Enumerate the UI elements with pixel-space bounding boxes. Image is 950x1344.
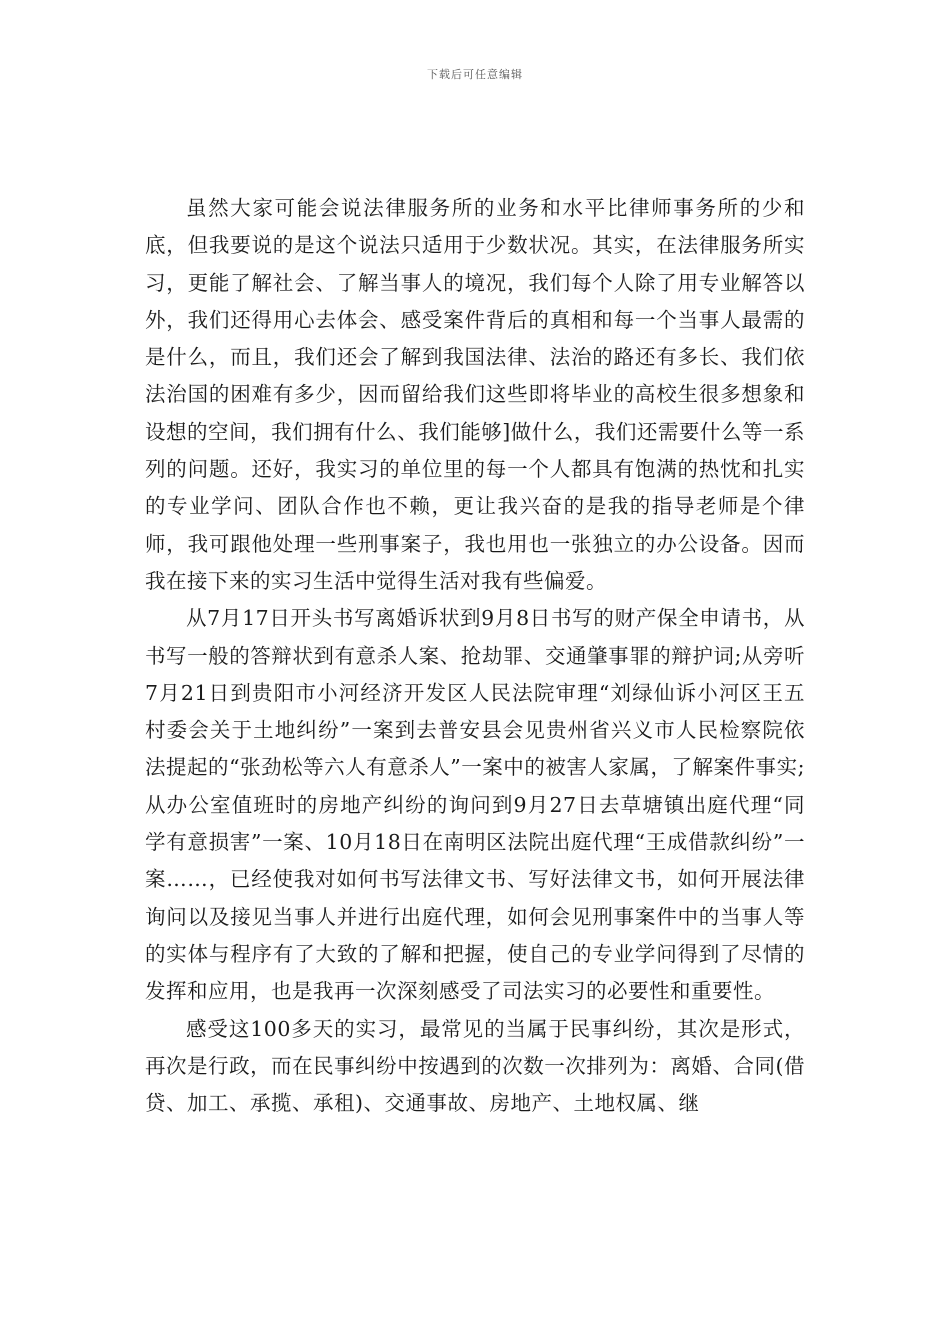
paragraph-3: 感受这100多天的实习，最常见的当属于民事纠纷，其次是形式，再次是行政，而在民事纠纷中按遇到的次数一次排列为：离婚、合同(借贷、加工、承揽、承租)、交通事故、房地产、土地权属、继 bbox=[145, 1016, 805, 1116]
paragraph-2: 从7月17日开头书写离婚诉状到9月8日书写的财产保全申请书，从书写一般的答辩状到有意杀人案、抢劫罪、交通肇事罪的辩护词;从旁听7月21日到贵阳市小河经济开发区人民法院审理“刘绿仙诉小河区王五村委会关于土地纠纷”一案到去普安县会见贵州省兴义市人民检察院依法提起的“张劲松等六人有意杀人”一案中的被害人家属，了解案件事实;从办公室值班时的房地产纠纷的询问到9月27日去草塘镇出庭代理“同学有意损害”一案、10月18日在南明区法院出庭代理“王成借款纠纷”一案……，已经使我对如何书写法律文书、写好法律文书，如何开展法律询问以及接见当事人并进行出庭代理，如何会见刑事案件中的当事人等的实体与程序有了大致的了解和把握，使自己的专业学问得到了尽情的发挥和应用，也是我再一次深刻感受了司法实习的必要性和重要性。 bbox=[145, 606, 805, 1004]
document-body bbox=[145, 190, 805, 1122]
paragraph-1: 虽然大家可能会说法律服务所的业务和水平比律师事务所的少和底，但我要说的是这个说法只适用于少数状况。其实，在法律服务所实习，更能了解社会、了解当事人的境况，我们每个人除了用专业解答以外，我们还得用心去体会、感受案件背后的真相和每一个当事人最需的是什么，而且，我们还会了解到我国法律、法治的路还有多长、我们依法治国的困难有多少，因而留给我们这些即将毕业的高校生很多想象和设想的空间，我们拥有什么、我们能够]做什么，我们还需要什么等一系列的问题。还好，我实习的单位里的每一个人都具有饱满的热忱和扎实的专业学问、团队合作也不赖，更让我兴奋的是我的指导老师是个律师，我可跟他处理一些刑事案子，我也用也一张独立的办公设备。因而我在接下来的实习生活中觉得生活对我有些偏爱。 bbox=[145, 196, 805, 593]
page-header: 下载后可任意编辑 bbox=[427, 68, 523, 81]
